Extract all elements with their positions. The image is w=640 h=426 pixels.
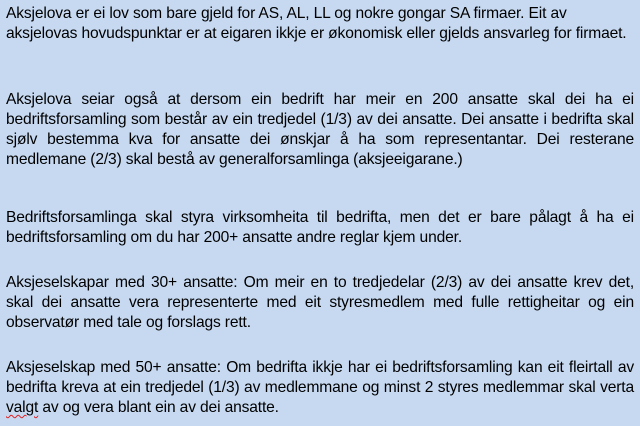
paragraph-2: Aksjelova seiar også at dersom ein bedrift har meir en 200 ansatte skal dei ha ei bedriftsforsamling som består av ein tredjedel (1/3) av dei ansatte. Dei ansatte i bedrifta skal sjølv bestemma kva for ansatte dei ønskjar å ha som representantar. Dei resterane medlemane (2/3) skal bestå av generalforsamlinga (aksjeeigarane.) xyxy=(6,91,634,169)
paragraph-4: Aksjeselskapar med 30+ ansatte: Om meir en to tredjedelar (2/3) av dei ansatte krev det, skal dei ansatte vera representerte med eit styresmedlem med fulle rettigheitar og ein observatør med tale og forslags rett. xyxy=(6,274,634,332)
paragraph-5-text-before: Aksjeselskap med 50+ ansatte: Om bedrifta ikkje har ei bedriftsforsamling kan eit fleirtall av bedrifta kreva at ein tredjedel (1/3) av medlemmane og minst 2 styres medlemmar skal verta xyxy=(6,359,634,397)
spellcheck-flagged-word[interactable]: valgt xyxy=(6,399,39,417)
paragraph-5 xyxy=(6,358,634,418)
paragraph-5-text-after: av og vera blant ein av dei ansatte. xyxy=(38,399,279,417)
paragraph-3: Bedriftsforsamlinga skal styra virksomheita til bedrifta, men det er bare pålagt å ha ei bedriftsforsamling om du har 200+ ansatte andre reglar kjem under. xyxy=(6,209,634,247)
paragraph-1: Aksjelova er ei lov som bare gjeld for AS, AL, LL og nokre gongar SA firmaer. Eit av aksjelovas hovudspunktar er at eigaren ikkje er økonomisk eller gjelds ansvarleg for firmaet. xyxy=(6,5,627,43)
